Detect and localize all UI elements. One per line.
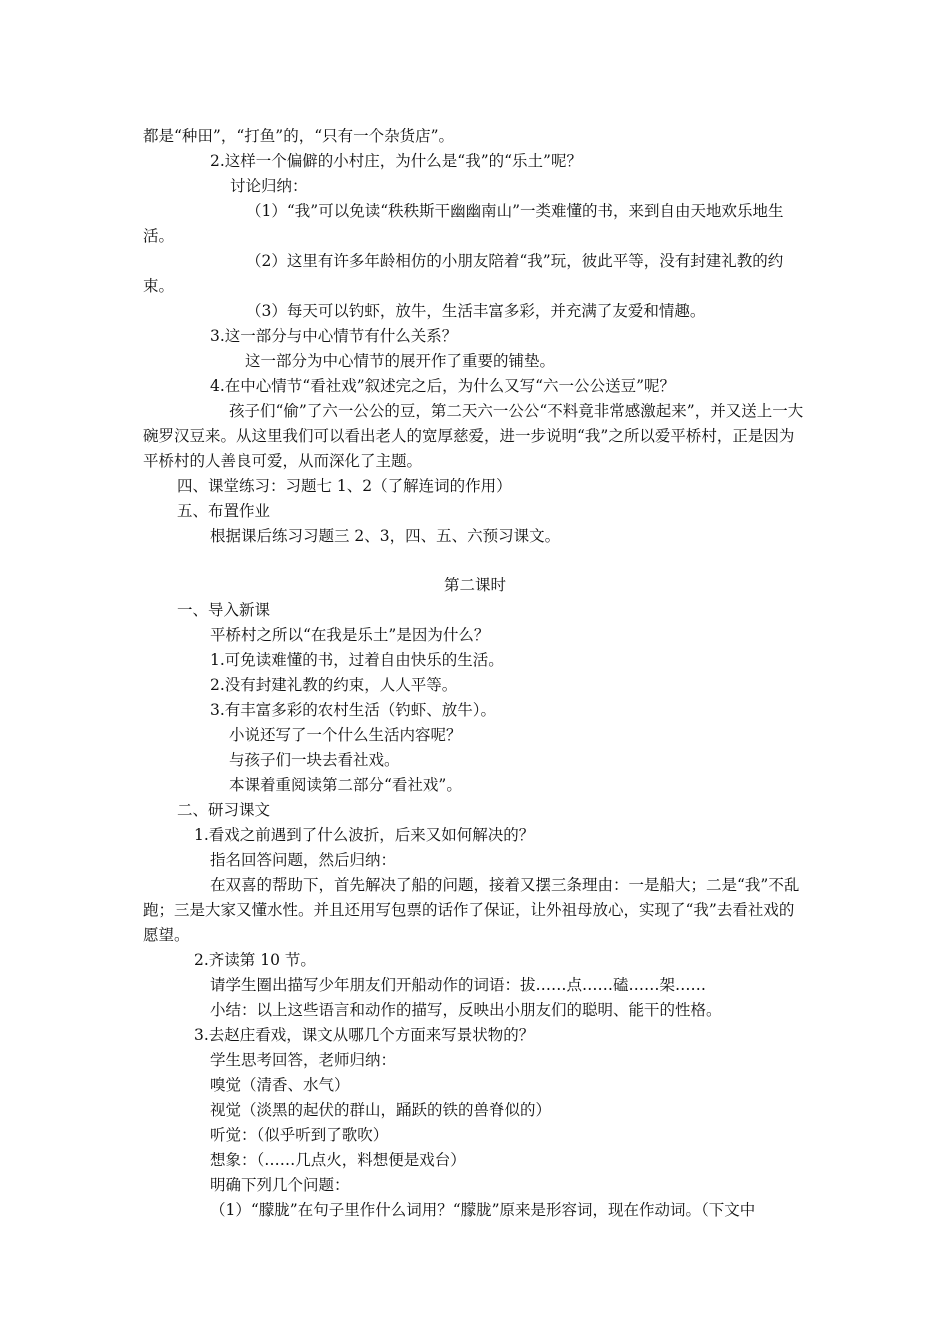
text-line: 讨论归纳： [230,177,308,195]
question-3: 3.去赵庄看戏，课文从哪几个方面来写景状物的？ [194,1026,535,1044]
answer-paragraph: 在双喜的帮助下，首先解决了船的问题，接着又摆三条理由：一是船大；二是“我”不乱跑；三是大家又懂水性。并且还用写包票的话作了保证，让外祖母放心，实现了“我”去看社戏的愿望。 [143,876,800,944]
list-item: 2.没有封建礼教的约束，人人平等。 [210,676,458,694]
list-item: 3.有丰富多彩的农村生活（钓虾、放牛）。 [210,701,497,719]
answer-paragraph: 孩子们“偷”了六一公公的豆，第二天六一公公“不料竟非常感激起来”，并又送上一大碗罗汉豆来。从这里我们可以看出老人的宽厚慈爱，进一步说明“我”之所以爱平桥村，正是因为平桥村的人善良可爱，从而深化了主题。 [143,402,804,470]
text-line: 都是“种田”，“打鱼”的，“只有一个杂货店”。 [143,127,455,145]
section-heading: 一、导入新课 [177,601,271,619]
text-line: 指名回答问题，然后归纳： [210,851,397,869]
question-4: 4.在中心情节“看社戏”叙述完之后，为什么又写“六一公公送豆”呢？ [210,377,675,395]
text-line: 听觉：（似乎听到了歌吹） [210,1126,389,1144]
answer-paragraph: （2）这里有许多年龄相仿的小朋友陪着“我”玩，彼此平等，没有封建礼教的约束。 [143,252,784,295]
text-line: 请学生圈出描写少年朋友们开船动作的词语：拔……点……磕……架…… [210,976,707,994]
question-2: 2.这样一个偏僻的小村庄，为什么是“我”的“乐土”呢？ [210,152,582,170]
text-line: 学生思考回答，老师归纳： [210,1051,397,1069]
text-line: 小说还写了一个什么生活内容呢？ [229,726,462,744]
section-heading: 五、布置作业 [177,502,271,520]
text-line: 这一部分为中心情节的展开作了重要的铺垫。 [245,352,556,370]
text-line: 本课着重阅读第二部分“看社戏”。 [229,776,462,794]
text-line: 嗅觉（清香、水气） [210,1076,350,1094]
text-line: （3）每天可以钓虾，放牛，生活丰富多彩，并充满了友爱和情趣。 [246,302,706,320]
text-line: 小结：以上这些语言和动作的描写，反映出小朋友们的聪明、能干的性格。 [210,1001,722,1019]
text-line: 平桥村之所以“在我是乐土”是因为什么？ [210,626,490,644]
question-3: 3.这一部分与中心情节有什么关系？ [210,327,458,345]
answer-paragraph: （1）“我”可以免读“秩秩斯干幽幽南山”一类难懂的书，来到自由天地欢乐地生活。 [143,202,784,245]
text-line: 根据课后练习习题三 2、3，四、五、六预习课文。 [210,527,561,545]
question-1: 1.看戏之前遇到了什么波折，后来又如何解决的？ [194,826,535,844]
question-2: 2.齐读第 10 节。 [194,951,316,969]
text-line: 视觉（淡黑的起伏的群山，踊跃的铁的兽脊似的） [210,1101,552,1119]
text-line: 想象：（……几点火，料想便是戏台） [210,1151,466,1169]
section-heading: 四、课堂练习：习题七 1、2（了解连词的作用） [177,477,512,495]
lesson-heading: 第二课时 [443,576,506,594]
text-line: 明确下列几个问题： [210,1176,350,1194]
list-item: 1.可免读难懂的书，过着自由快乐的生活。 [210,651,504,669]
text-line: 与孩子们一块去看社戏。 [229,751,400,769]
text-line: （1）“朦胧”在句子里作什么词用？“朦胧”原来是形容词，现在作动词。（下文中 [210,1201,756,1219]
section-heading: 二、研习课文 [177,801,271,819]
